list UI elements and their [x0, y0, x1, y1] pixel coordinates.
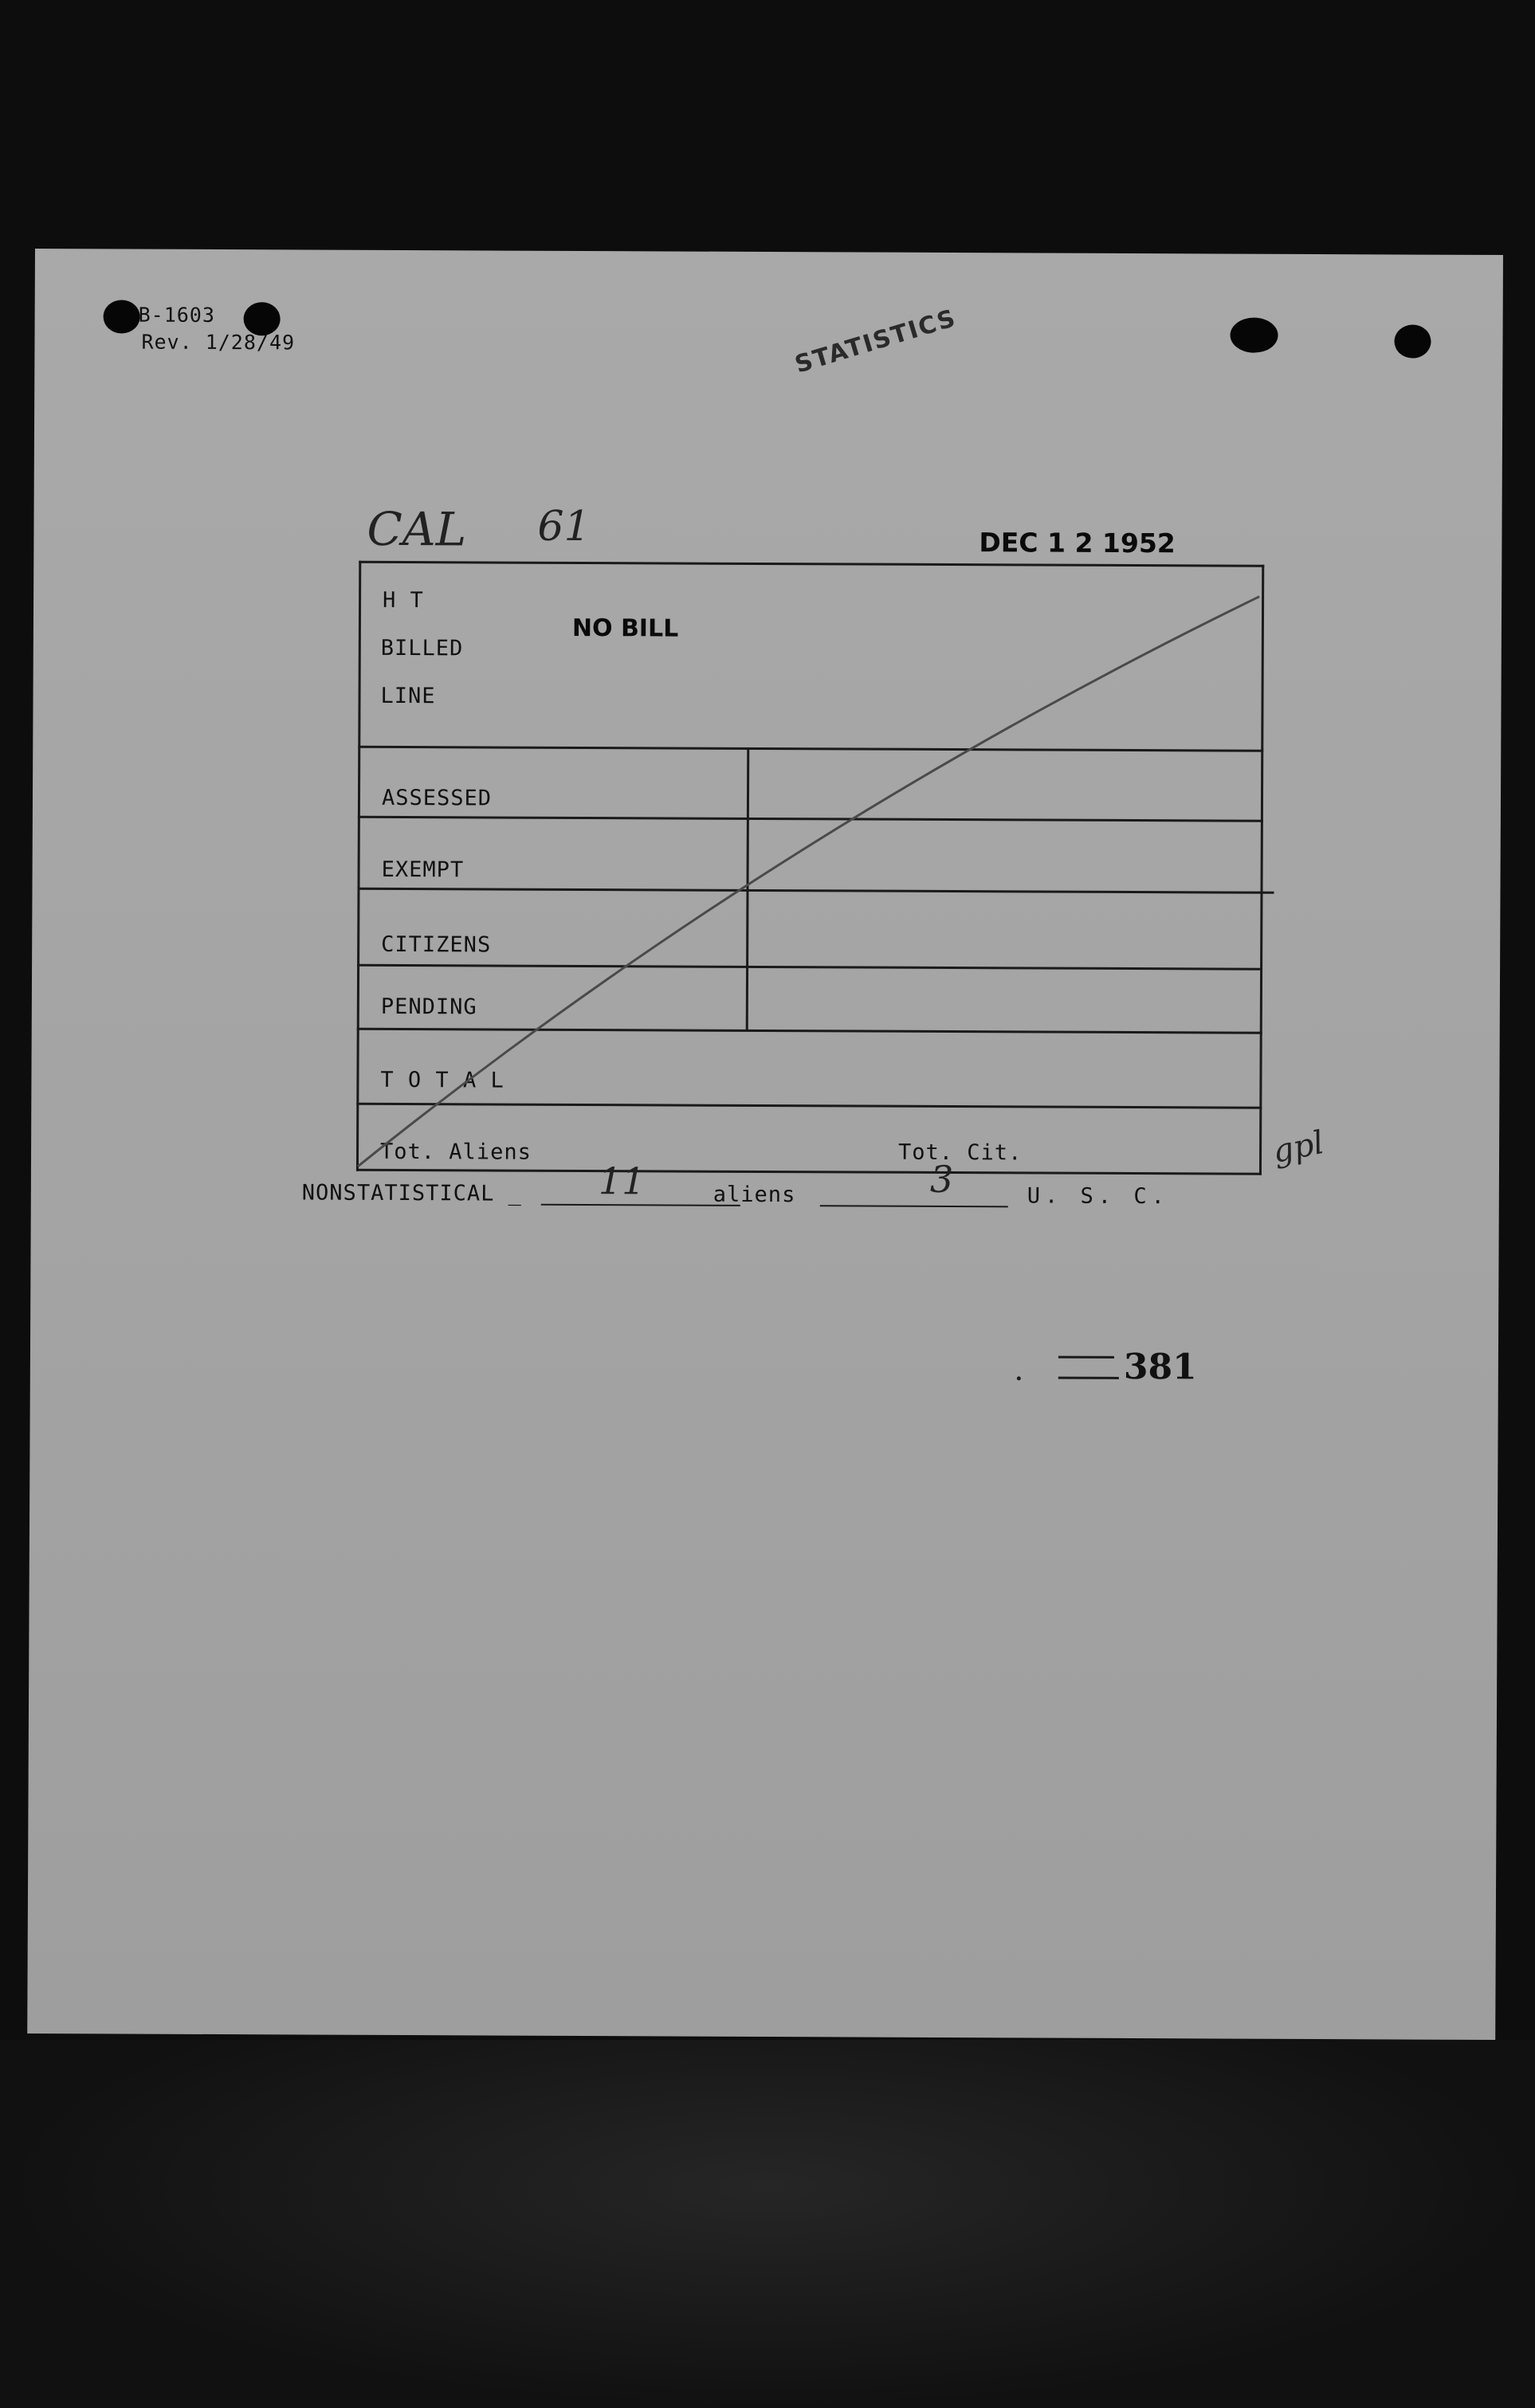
label-total-aliens: Tot. Aliens	[379, 1139, 532, 1165]
label-pending: PENDING	[380, 994, 477, 1020]
punch-hole-right-2	[1394, 324, 1431, 358]
label-assessed: ASSESSED	[381, 785, 493, 811]
punch-hole-right-1	[1230, 318, 1278, 353]
label-citizens: CITIZENS	[381, 931, 492, 958]
label-line: LINE	[380, 683, 436, 709]
scan-background-bottom	[0, 2040, 1535, 2408]
aliens-blank-line	[541, 1204, 740, 1206]
form-revision: Rev. 1/28/49	[141, 330, 296, 355]
form-number: B-1603	[138, 303, 216, 327]
statistics-stamp: STATISTICS	[791, 304, 960, 379]
usc-label: U. S. C.	[1027, 1183, 1169, 1210]
handwritten-code-cal: CAL	[367, 501, 467, 557]
aliens-label: aliens	[713, 1182, 796, 1208]
diagonal-strike-line	[356, 561, 1264, 1175]
label-total: T O T A L	[380, 1067, 504, 1093]
usc-blank-line	[820, 1205, 1008, 1207]
page-number-dashes	[1058, 1356, 1114, 1359]
page-number-dot	[1017, 1376, 1021, 1380]
label-total-citizens: Tot. Cit.	[897, 1139, 1023, 1166]
label-exempt: EXEMPT	[381, 857, 465, 883]
nonstatistical-label: NONSTATISTICAL _	[301, 1180, 522, 1206]
handwritten-initials: gpl	[1270, 1124, 1328, 1171]
label-billed: BILLED	[380, 635, 464, 661]
no-bill-stamp: NO BILL	[571, 614, 679, 643]
punch-hole-left-1	[104, 300, 140, 333]
document-page	[27, 249, 1503, 2040]
handwritten-code-61: 61	[537, 502, 591, 551]
label-ht: H T	[383, 587, 424, 614]
statistics-form-table	[356, 561, 1328, 1175]
page-number: 381	[1123, 1346, 1197, 1388]
usc-count: 3	[929, 1157, 954, 1202]
date-stamp: DEC 1 2 1952	[979, 527, 1176, 559]
aliens-count: 11	[598, 1159, 646, 1203]
page-number-dashes-2	[1058, 1377, 1119, 1379]
